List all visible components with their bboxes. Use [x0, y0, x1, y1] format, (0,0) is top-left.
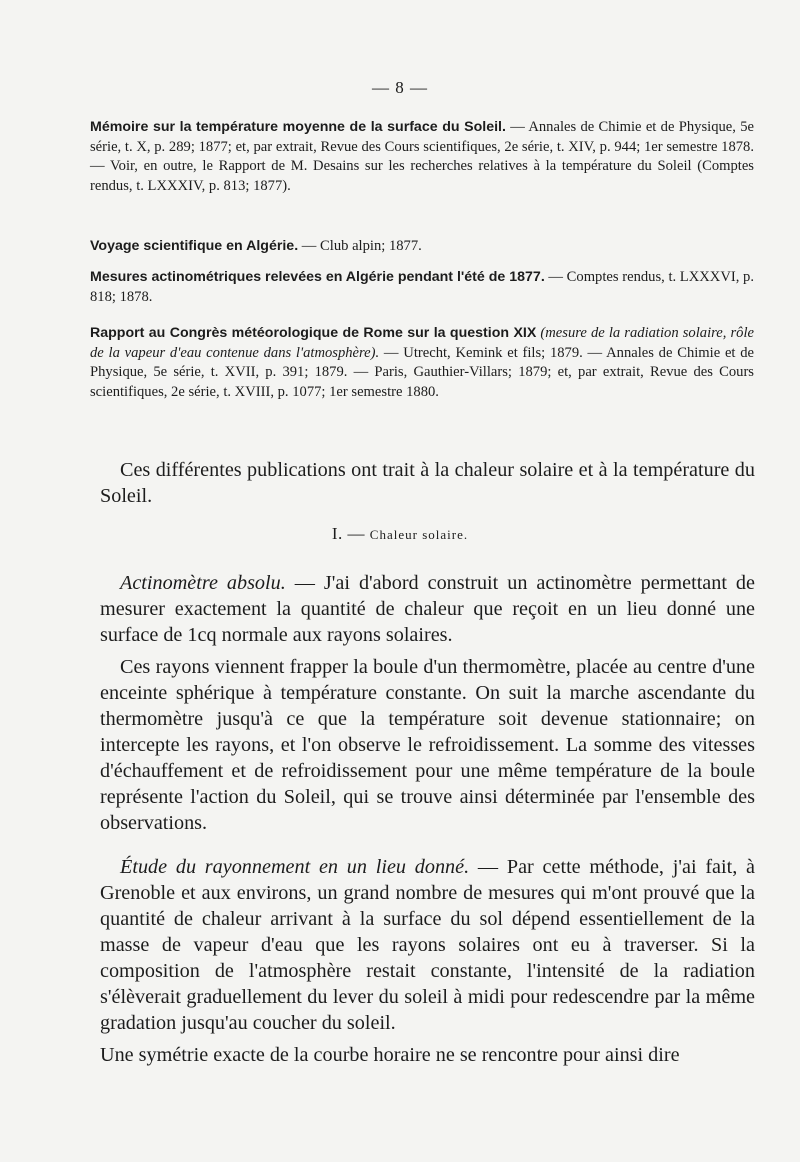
entry-detail: — Utrecht, Kemink et fils; 1879. — Annales de Chimie et de Physique, 5e série, t. XVII, p. 391; 1879. — Paris, Gauthier-Villars; 1879; et, par extrait, Revue des Cours scientifiques, 2e série, t. XVIII, p. 1077; 1er semestre 1880.	[90, 344, 755, 400]
section-title: Chaleur solaire.	[369, 527, 469, 542]
paragraph-etude	[100, 854, 755, 1036]
paragraph-rayons	[100, 654, 755, 836]
entry-detail: — Club alpin; 1877.	[298, 238, 422, 254]
paragraph-lead: Actinomètre absolu.	[120, 572, 286, 594]
intro-paragraph: Ces différentes publications ont trait à la chaleur solaire et à la température du Soleil.	[100, 459, 755, 507]
entry-detail: — Comptes rendus, t. LXXXVI, p. 818; 1878.	[90, 269, 754, 305]
bibliography-entry-4	[90, 324, 754, 402]
entry-title: Mémoire sur la température moyenne de la surface du Soleil.	[90, 119, 506, 135]
entry-detail: — Annales de Chimie et de Physique, 5e série, t. X, p. 289; 1877; et, par extrait, Revue des Cours scientifiques, 2e série, t. XIV, p. 944; 1er semestre 1878. — Voir, en outre, le Rapport de M. Desains sur les recherches relatives à la température du Soleil (Comptes rendus, t. LXXXIV, p. 813; 1877).	[90, 119, 754, 194]
paragraph-text: Ces rayons viennent frapper la boule d'un thermomètre, placée au centre d'une enceinte sphérique à température constante. On suit la marche ascendante du thermomètre jusqu'à ce que la température soit devenue stationnaire; on intercepte les rayons, et l'on observe le refroidissement. La somme des vitesses d'échauffement et de refroidissement pour une même température de la boule représente l'action du Soleil, qui se trouve ainsi déterminée par l'ensemble des observations.	[100, 656, 755, 834]
bibliography-entry-1	[90, 118, 754, 196]
paragraph-text: — Par cette méthode, j'ai fait, à Grenoble et aux environs, un grand nombre de mesures qui m'ont prouvé que la quantité de chaleur arrivant à la surface du sol dépend essentiellement de la masse de vapeur d'eau que les rayons solaires ont eu à traverser. Si la composition de l'atmosphère restait constante, l'intensité de la radiation s'élèverait graduellement du lever du soleil à midi pour redescendre par la même gradation jusqu'au coucher du soleil.	[100, 856, 755, 1034]
section-heading	[0, 524, 800, 544]
entry-title: Rapport au Congrès météorologique de Rome sur la question XIX	[90, 325, 537, 341]
paragraph-symetrie	[100, 1042, 755, 1068]
entry-detail-italic: (mesure de la radiation solaire, rôle de la vapeur d'eau contenue dans l'atmosphère).	[90, 325, 754, 361]
bibliography-entry-3	[90, 268, 754, 307]
section-number: I. —	[331, 524, 366, 543]
paragraph-text: Une symétrie exacte de la courbe horaire ne se rencontre pour ainsi dire	[100, 1044, 680, 1066]
entry-title: Mesures actinométriques relevées en Algérie pendant l'été de 1877.	[90, 269, 545, 285]
page-number: — 8 —	[372, 78, 428, 97]
paragraph-lead: Étude du rayonnement en un lieu donné.	[120, 856, 470, 878]
bibliography-entry-2	[90, 237, 754, 257]
paragraph-actinometre	[100, 570, 755, 648]
entry-title: Voyage scientifique en Algérie.	[90, 238, 299, 254]
paragraph-text: — J'ai d'abord construit un actinomètre permettant de mesurer exactement la quantité de chaleur que reçoit en un lieu donné une surface de 1cq normale aux rayons solaires.	[100, 572, 755, 646]
